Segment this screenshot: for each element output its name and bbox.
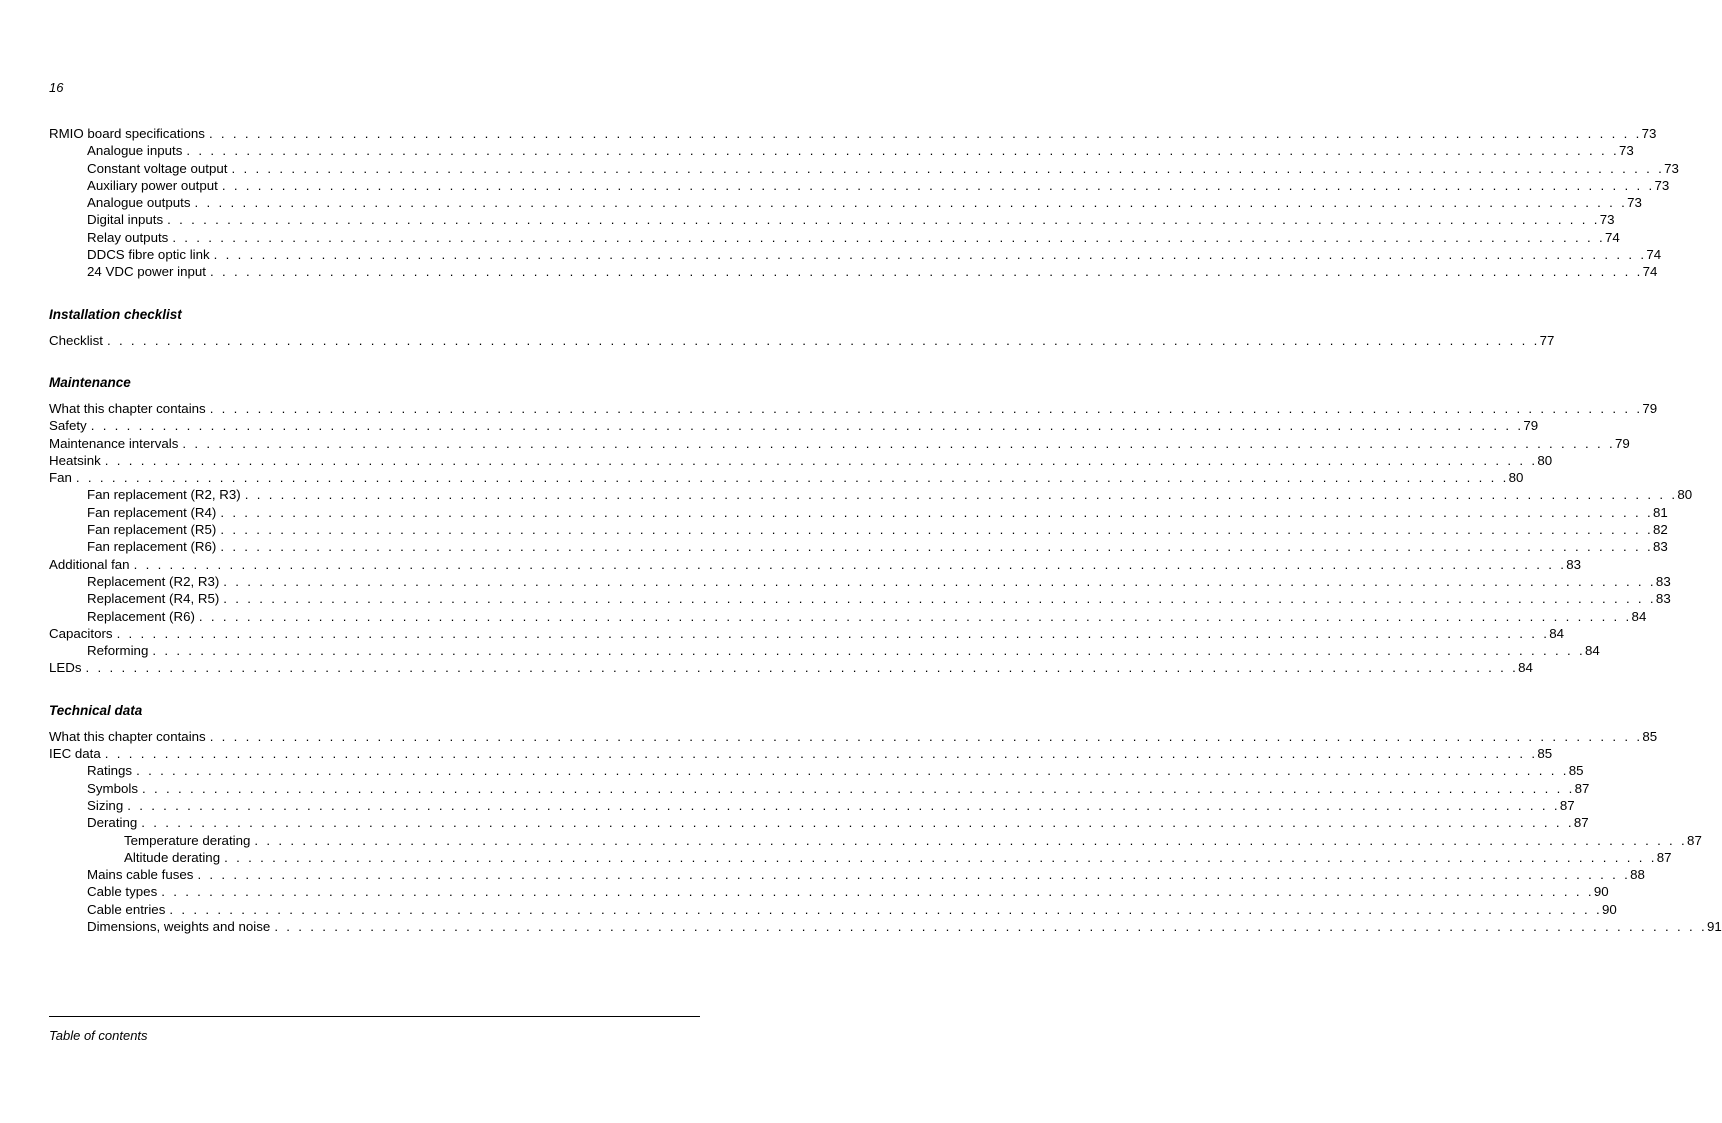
- toc-entry[interactable]: [49, 263, 1658, 280]
- toc-entry-title: Fan replacement (R4): [87, 504, 217, 520]
- dot-leader: . . . . . . . . . . . . . . . . . . . . . . . . . . . . . . . . . . . . . . . . . . . . . . . . . . . . . . . . . . . . . . . . . . . . . . . . . . . . . . . . . . . . . . . . . . . . . . . . . . . . . . . . . . . . . . . . . . . . . . . .: [152, 643, 1585, 659]
- section-heading: Maintenance: [49, 374, 131, 390]
- dot-leader: . . . . . . . . . . . . . . . . . . . . . . . . . . . . . . . . . . . . . . . . . . . . . . . . . . . . . . . . . . . . . . . . . . . . . . . . . . . . . . . . . . . . . . . . . . . . . . . . . . . . . . . . . . . . . . . . . . . . . . . .: [142, 780, 1575, 796]
- page-number: 16: [49, 80, 64, 95]
- section-spacer: [49, 677, 697, 702]
- toc-entry-title: Digital inputs: [87, 212, 164, 228]
- dot-leader: . . . . . . . . . . . . . . . . . . . . . . . . . . . . . . . . . . . . . . . . . . . . . . . . . . . . . . . . . . . . . . . . . . . . . . . . . . . . . . . . . . . . . . . . . . . . . . . . . . . . . . . . . . . . . . . . . . . . . . . .: [220, 539, 1653, 555]
- toc-entry[interactable]: [49, 780, 1590, 797]
- toc-entry-title: Relay outputs: [87, 229, 169, 245]
- section-spacer: [49, 391, 697, 400]
- toc-entry[interactable]: [49, 194, 1642, 211]
- dot-leader: . . . . . . . . . . . . . . . . . . . . . . . . . . . . . . . . . . . . . . . . . . . . . . . . . . . . . . . . . . . . . . . . . . . . . . . . . . . . . . . . . . . . . . . . . . . . . . . . . . . . . . . . . . . . . . . . . . . . . . . .: [85, 660, 1519, 676]
- dot-leader: . . . . . . . . . . . . . . . . . . . . . . . . . . . . . . . . . . . . . . . . . . . . . . . . . . . . . . . . . . . . . . . . . . . . . . . . . . . . . . . . . . . . . . . . . . . . . . . . . . . . . . . . . . . . . . . . . . . . . . . .: [254, 832, 1688, 848]
- toc-entry[interactable]: [49, 745, 1553, 762]
- toc-entry-title: Dimensions, weights and noise: [87, 918, 271, 934]
- dot-leader: . . . . . . . . . . . . . . . . . . . . . . . . . . . . . . . . . . . . . . . . . . . . . . . . . . . . . . . . . . . . . . . . . . . . . . . . . . . . . . . . . . . . . . . . . . . . . . . . . . . . . . . . . . . . . . . . . . . . . . . .: [224, 849, 1657, 865]
- dot-leader: . . . . . . . . . . . . . . . . . . . . . . . . . . . . . . . . . . . . . . . . . . . . . . . . . . . . . . . . . . . . . . . . . . . . . . . . . . . . . . . . . . . . . . . . . . . . . . . . . . . . . . . . . . . . . . . . . . . . . . . .: [194, 195, 1628, 211]
- dot-leader: . . . . . . . . . . . . . . . . . . . . . . . . . . . . . . . . . . . . . . . . . . . . . . . . . . . . . . . . . . . . . . . . . . . . . . . . . . . . . . . . . . . . . . . . . . . . . . . . . . . . . . . . . . . . . . . . . . . . . . . .: [133, 556, 1567, 572]
- dot-leader: . . . . . . . . . . . . . . . . . . . . . . . . . . . . . . . . . . . . . . . . . . . . . . . . . . . . . . . . . . . . . . . . . . . . . . . . . . . . . . . . . . . . . . . . . . . . . . . . . . . . . . . . . . . . . . . . . . . . . . . .: [104, 746, 1538, 762]
- toc-entry-title: Heatsink: [49, 452, 101, 468]
- toc-entry[interactable]: [49, 160, 1679, 177]
- dot-leader: . . . . . . . . . . . . . . . . . . . . . . . . . . . . . . . . . . . . . . . . . . . . . . . . . . . . . . . . . . . . . . . . . . . . . . . . . . . . . . . . . . . . . . . . . . . . . . . . . . . . . . . . . . . . . . . . . . . . . . . .: [197, 867, 1631, 883]
- toc-entry[interactable]: [49, 469, 1524, 486]
- toc-entry-title: Reforming: [87, 643, 149, 659]
- toc-entry-title: Cable types: [87, 884, 158, 900]
- toc-entry-title: Checklist: [49, 332, 103, 348]
- dot-leader: . . . . . . . . . . . . . . . . . . . . . . . . . . . . . . . . . . . . . . . . . . . . . . . . . . . . . . . . . . . . . . . . . . . . . . . . . . . . . . . . . . . . . . . . . . . . . . . . . . . . . . . . . . . . . . . . . . . . . . . .: [220, 504, 1653, 520]
- toc-entry-title: RMIO board specifications: [49, 126, 205, 141]
- toc-entry-page-number: 87: [1574, 780, 1590, 796]
- toc-entry[interactable]: [49, 332, 1555, 349]
- toc-entry[interactable]: [49, 901, 1617, 918]
- toc-entry-title: Maintenance intervals: [49, 435, 179, 451]
- toc-entry-page-number: 74: [1642, 264, 1658, 280]
- dot-leader: . . . . . . . . . . . . . . . . . . . . . . . . . . . . . . . . . . . . . . . . . . . . . . . . . . . . . . . . . . . . . . . . . . . . . . . . . . . . . . . . . . . . . . . . . . . . . . . . . . . . . . . . . . . . . . . . . . . . . . . .: [223, 591, 1656, 607]
- dot-leader: . . . . . . . . . . . . . . . . . . . . . . . . . . . . . . . . . . . . . . . . . . . . . . . . . . . . . . . . . . . . . . . . . . . . . . . . . . . . . . . . . . . . . . . . . . . . . . . . . . . . . . . . . . . . . . . . . . . . . . . .: [213, 247, 1647, 263]
- toc-entry-title: Ratings: [87, 763, 133, 779]
- toc-entry-page-number: 74: [1646, 247, 1662, 263]
- toc-entry-page-number: 84: [1631, 608, 1647, 624]
- dot-leader: . . . . . . . . . . . . . . . . . . . . . . . . . . . . . . . . . . . . . . . . . . . . . . . . . . . . . . . . . . . . . . . . . . . . . . . . . . . . . . . . . . . . . . . . . . . . . . . . . . . . . . . . . . . . . . . . . . . . . . . .: [116, 625, 1550, 641]
- dot-leader: . . . . . . . . . . . . . . . . . . . . . . . . . . . . . . . . . . . . . . . . . . . . . . . . . . . . . . . . . . . . . . . . . . . . . . . . . . . . . . . . . . . . . . . . . . . . . . . . . . . . . . . . . . . . . . . . . . . . . . . .: [90, 418, 1524, 434]
- section-heading: Technical data: [49, 702, 143, 718]
- toc-entry-title: Replacement (R6): [87, 608, 195, 624]
- toc-entry[interactable]: [49, 486, 1693, 503]
- dot-leader: . . . . . . . . . . . . . . . . . . . . . . . . . . . . . . . . . . . . . . . . . . . . . . . . . . . . . . . . . . . . . . . . . . . . . . . . . . . . . . . . . . . . . . . . . . . . . . . . . . . . . . . . . . . . . . . . . . . . . . . .: [182, 435, 1615, 451]
- dot-leader: . . . . . . . . . . . . . . . . . . . . . . . . . . . . . . . . . . . . . . . . . . . . . . . . . . . . . . . . . . . . . . . . . . . . . . . . . . . . . . . . . . . . . . . . . . . . . . . . . . . . . . . . . . . . . . . . . . . . . . . .: [127, 797, 1560, 813]
- toc-entry-page-number: 88: [1630, 867, 1645, 883]
- dot-leader: . . . . . . . . . . . . . . . . . . . . . . . . . . . . . . . . . . . . . . . . . . . . . . . . . . . . . . . . . . . . . . . . . . . . . . . . . . . . . . . . . . . . . . . . . . . . . . . . . . . . . . . . . . . . . . . . . . . . . . . .: [210, 264, 1643, 280]
- toc-entry-page-number: 87: [1559, 797, 1575, 813]
- toc-entry[interactable]: [49, 728, 1658, 745]
- toc-entry-title: What this chapter contains: [49, 728, 206, 744]
- toc-entry-title: Fan: [49, 470, 72, 486]
- toc-entry-title: Auxiliary power output: [87, 177, 218, 193]
- toc-entry[interactable]: [49, 400, 1658, 417]
- toc-entry[interactable]: [49, 177, 1670, 194]
- toc-entry-page-number: 83: [1652, 539, 1668, 555]
- toc-entry-page-number: 73: [1627, 195, 1642, 211]
- toc-entry-page-number: 73: [1619, 143, 1634, 159]
- toc-entry-page-number: 80: [1508, 470, 1524, 486]
- toc-entry[interactable]: [49, 590, 1671, 607]
- dot-leader: . . . . . . . . . . . . . . . . . . . . . . . . . . . . . . . . . . . . . . . . . . . . . . . . . . . . . . . . . . . . . . . . . . . . . . . . . . . . . . . . . . . . . . . . . . . . . . . . . . . . . . . . . . . . . . . . . . . . . . . .: [223, 573, 1656, 589]
- section-heading: Installation checklist: [49, 306, 182, 322]
- toc-entry-title: Cable entries: [87, 901, 166, 917]
- toc-entry-title: Replacement (R4, R5): [87, 591, 220, 607]
- toc-entry-title: 24 VDC power input: [87, 264, 206, 280]
- dot-leader: . . . . . . . . . . . . . . . . . . . . . . . . . . . . . . . . . . . . . . . . . . . . . . . . . . . . . . . . . . . . . . . . . . . . . . . . . . . . . . . . . . . . . . . . . . . . . . . . . . . . . . . . . . . . . . . . . . . . . . . .: [209, 728, 1643, 744]
- dot-leader: . . . . . . . . . . . . . . . . . . . . . . . . . . . . . . . . . . . . . . . . . . . . . . . . . . . . . . . . . . . . . . . . . . . . . . . . . . . . . . . . . . . . . . . . . . . . . . . . . . . . . . . . . . . . . . . . . . . . . . . .: [244, 487, 1678, 503]
- section-spacer: [49, 323, 697, 332]
- toc-entry[interactable]: [49, 797, 1575, 814]
- toc-entry-title: Capacitors: [49, 625, 113, 641]
- toc-entry-page-number: 79: [1615, 435, 1630, 451]
- toc-entry[interactable]: [49, 762, 1584, 779]
- toc-entry[interactable]: [49, 849, 1672, 866]
- toc-entry[interactable]: [49, 573, 1671, 590]
- toc-entry-title: Fan replacement (R2, R3): [87, 487, 241, 503]
- section-spacer: [49, 719, 697, 728]
- toc-entry-title: IEC data: [49, 746, 101, 762]
- toc-entry[interactable]: [49, 229, 1620, 246]
- toc-entry-page-number: 74: [1604, 229, 1620, 245]
- toc-entry-title: DDCS fibre optic link: [87, 247, 210, 263]
- toc-entry-page-number: 80: [1537, 452, 1553, 468]
- toc-entry-title: Additional fan: [49, 556, 130, 572]
- toc-entry-page-number: 79: [1642, 400, 1658, 416]
- toc-entry-title: What this chapter contains: [49, 400, 206, 416]
- toc-entry-page-number: 87: [1687, 832, 1702, 848]
- dot-leader: . . . . . . . . . . . . . . . . . . . . . . . . . . . . . . . . . . . . . . . . . . . . . . . . . . . . . . . . . . . . . . . . . . . . . . . . . . . . . . . . . . . . . . . . . . . . . . . . . . . . . . . . . . . . . . . . . . . . . . . .: [141, 815, 1574, 831]
- toc-entry[interactable]: [49, 883, 1609, 900]
- toc-entry-page-number: 73: [1599, 212, 1615, 228]
- dot-leader: . . . . . . . . . . . . . . . . . . . . . . . . . . . . . . . . . . . . . . . . . . . . . . . . . . . . . . . . . . . . . . . . . . . . . . . . . . . . . . . . . . . . . . . . . . . . . . . . . . . . . . . . . . . . . . . . . . . . . . . .: [104, 452, 1538, 468]
- dot-leader: . . . . . . . . . . . . . . . . . . . . . . . . . . . . . . . . . . . . . . . . . . . . . . . . . . . . . . . . . . . . . . . . . . . . . . . . . . . . . . . . . . . . . . . . . . . . . . . . . . . . . . . . . . . . . . . . . . . . . . . .: [167, 212, 1600, 228]
- toc-entry-title: Safety: [49, 418, 87, 434]
- toc-entry[interactable]: [49, 918, 1722, 935]
- toc-entry-page-number: 83: [1655, 591, 1671, 607]
- dot-leader: . . . . . . . . . . . . . . . . . . . . . . . . . . . . . . . . . . . . . . . . . . . . . . . . . . . . . . . . . . . . . . . . . . . . . . . . . . . . . . . . . . . . . . . . . . . . . . . . . . . . . . . . . . . . . . . . . . . . . . . .: [172, 229, 1605, 245]
- toc-entry-title: Symbols: [87, 780, 138, 796]
- toc-entry-page-number: 81: [1652, 504, 1668, 520]
- toc-entry[interactable]: [49, 417, 1539, 434]
- toc-entry-page-number: 73: [1641, 126, 1657, 141]
- toc-entry-title: Mains cable fuses: [87, 867, 194, 883]
- toc-entry-page-number: 91: [1706, 918, 1722, 934]
- toc-entry-title: Constant voltage output: [87, 160, 228, 176]
- toc-entry[interactable]: [49, 814, 1589, 831]
- toc-entry[interactable]: [49, 435, 1630, 452]
- table-of-contents: [49, 125, 1722, 935]
- toc-entry-page-number: 85: [1537, 746, 1553, 762]
- toc-entry-page-number: 79: [1523, 418, 1539, 434]
- toc-entry-page-number: 82: [1652, 522, 1668, 538]
- toc-entry-page-number: 84: [1518, 660, 1533, 676]
- section-spacer: [49, 349, 697, 374]
- toc-entry-title: Analogue inputs: [87, 143, 183, 159]
- dot-leader: . . . . . . . . . . . . . . . . . . . . . . . . . . . . . . . . . . . . . . . . . . . . . . . . . . . . . . . . . . . . . . . . . . . . . . . . . . . . . . . . . . . . . . . . . . . . . . . . . . . . . . . . . . . . . . . . . . . . . . . .: [106, 332, 1540, 348]
- toc-entry-page-number: 84: [1584, 643, 1600, 659]
- dot-leader: . . . . . . . . . . . . . . . . . . . . . . . . . . . . . . . . . . . . . . . . . . . . . . . . . . . . . . . . . . . . . . . . . . . . . . . . . . . . . . . . . . . . . . . . . . . . . . . . . . . . . . . . . . . . . . . . . . . . . . . .: [274, 918, 1707, 934]
- dot-leader: . . . . . . . . . . . . . . . . . . . . . . . . . . . . . . . . . . . . . . . . . . . . . . . . . . . . . . . . . . . . . . . . . . . . . . . . . . . . . . . . . . . . . . . . . . . . . . . . . . . . . . . . . . . . . . . . . . . . . . . .: [220, 522, 1653, 538]
- toc-entry-page-number: 90: [1593, 884, 1609, 900]
- toc-entry[interactable]: [49, 246, 1662, 263]
- toc-entry-title: Temperature derating: [124, 832, 251, 848]
- toc-entry-page-number: 83: [1655, 573, 1671, 589]
- dot-leader: . . . . . . . . . . . . . . . . . . . . . . . . . . . . . . . . . . . . . . . . . . . . . . . . . . . . . . . . . . . . . . . . . . . . . . . . . . . . . . . . . . . . . . . . . . . . . . . . . . . . . . . . . . . . . . . . . . . . . . . .: [221, 177, 1655, 193]
- toc-entry-page-number: 85: [1568, 763, 1584, 779]
- toc-entry-page-number: 84: [1549, 625, 1564, 641]
- dot-leader: . . . . . . . . . . . . . . . . . . . . . . . . . . . . . . . . . . . . . . . . . . . . . . . . . . . . . . . . . . . . . . . . . . . . . . . . . . . . . . . . . . . . . . . . . . . . . . . . . . . . . . . . . . . . . . . . . . . . . . . .: [209, 400, 1643, 416]
- toc-entry[interactable]: [49, 556, 1582, 573]
- toc-entry[interactable]: [49, 504, 1668, 521]
- toc-entry[interactable]: [49, 832, 1702, 849]
- toc-entry[interactable]: [49, 521, 1668, 538]
- toc-entry[interactable]: [49, 642, 1600, 659]
- dot-leader: . . . . . . . . . . . . . . . . . . . . . . . . . . . . . . . . . . . . . . . . . . . . . . . . . . . . . . . . . . . . . . . . . . . . . . . . . . . . . . . . . . . . . . . . . . . . . . . . . . . . . . . . . . . . . . . . . . . . . . . .: [198, 608, 1632, 624]
- toc-entry[interactable]: [49, 125, 1657, 142]
- section-spacer: [49, 281, 697, 306]
- toc-entry[interactable]: [49, 452, 1553, 469]
- footer-divider: [49, 1016, 700, 1017]
- toc-entry-page-number: 87: [1573, 815, 1589, 831]
- toc-entry[interactable]: [49, 142, 1634, 159]
- toc-entry-title: Analogue outputs: [87, 195, 191, 211]
- toc-entry-title: Sizing: [87, 797, 124, 813]
- toc-entry-page-number: 83: [1566, 556, 1582, 572]
- footer-label: Table of contents: [49, 1028, 148, 1043]
- toc-entry-title: Replacement (R2, R3): [87, 573, 220, 589]
- dot-leader: . . . . . . . . . . . . . . . . . . . . . . . . . . . . . . . . . . . . . . . . . . . . . . . . . . . . . . . . . . . . . . . . . . . . . . . . . . . . . . . . . . . . . . . . . . . . . . . . . . . . . . . . . . . . . . . . . . . . . . . .: [161, 884, 1594, 900]
- toc-entry-page-number: 80: [1677, 487, 1693, 503]
- toc-entry[interactable]: [49, 625, 1564, 642]
- toc-entry-page-number: 87: [1656, 849, 1672, 865]
- toc-entry[interactable]: [49, 538, 1668, 555]
- toc-entry-page-number: 85: [1642, 728, 1658, 744]
- toc-entry[interactable]: [49, 211, 1615, 228]
- toc-entry-title: Fan replacement (R5): [87, 522, 217, 538]
- toc-entry[interactable]: [49, 866, 1645, 883]
- toc-entry-title: LEDs: [49, 660, 82, 676]
- dot-leader: . . . . . . . . . . . . . . . . . . . . . . . . . . . . . . . . . . . . . . . . . . . . . . . . . . . . . . . . . . . . . . . . . . . . . . . . . . . . . . . . . . . . . . . . . . . . . . . . . . . . . . . . . . . . . . . . . . . . . . . .: [231, 160, 1665, 176]
- dot-leader: . . . . . . . . . . . . . . . . . . . . . . . . . . . . . . . . . . . . . . . . . . . . . . . . . . . . . . . . . . . . . . . . . . . . . . . . . . . . . . . . . . . . . . . . . . . . . . . . . . . . . . . . . . . . . . . . . . . . . . . .: [208, 126, 1642, 141]
- toc-entry-page-number: 73: [1654, 177, 1670, 193]
- toc-entry[interactable]: [49, 608, 1647, 625]
- toc-entry-title: Derating: [87, 815, 138, 831]
- toc-entry-title: Fan replacement (R6): [87, 539, 217, 555]
- dot-leader: . . . . . . . . . . . . . . . . . . . . . . . . . . . . . . . . . . . . . . . . . . . . . . . . . . . . . . . . . . . . . . . . . . . . . . . . . . . . . . . . . . . . . . . . . . . . . . . . . . . . . . . . . . . . . . . . . . . . . . . .: [75, 470, 1509, 486]
- toc-entry-page-number: 73: [1664, 160, 1679, 176]
- toc-entry-title: Altitude derating: [124, 849, 221, 865]
- dot-leader: . . . . . . . . . . . . . . . . . . . . . . . . . . . . . . . . . . . . . . . . . . . . . . . . . . . . . . . . . . . . . . . . . . . . . . . . . . . . . . . . . . . . . . . . . . . . . . . . . . . . . . . . . . . . . . . . . . . . . . . .: [136, 763, 1569, 779]
- dot-leader: . . . . . . . . . . . . . . . . . . . . . . . . . . . . . . . . . . . . . . . . . . . . . . . . . . . . . . . . . . . . . . . . . . . . . . . . . . . . . . . . . . . . . . . . . . . . . . . . . . . . . . . . . . . . . . . . . . . . . . . .: [186, 143, 1620, 159]
- toc-entry-page-number: 90: [1602, 901, 1617, 917]
- toc-entry[interactable]: [49, 659, 1533, 676]
- toc-entry-page-number: 77: [1539, 332, 1555, 348]
- dot-leader: . . . . . . . . . . . . . . . . . . . . . . . . . . . . . . . . . . . . . . . . . . . . . . . . . . . . . . . . . . . . . . . . . . . . . . . . . . . . . . . . . . . . . . . . . . . . . . . . . . . . . . . . . . . . . . . . . . . . . . . .: [169, 901, 1602, 917]
